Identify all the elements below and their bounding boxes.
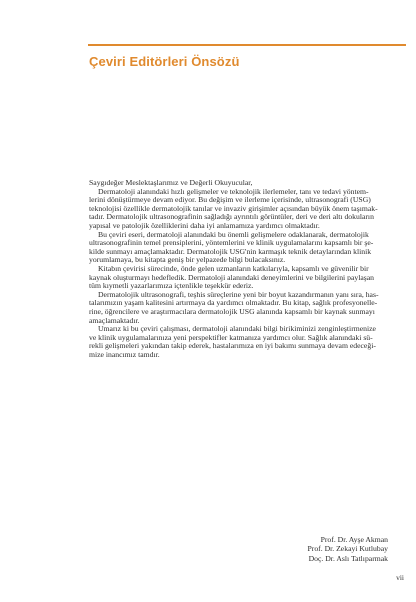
paragraph-line: ve klinik uygulamalarınıza yeni perspektifler katmanıza yardımcı olur. Sağlık alanındaki sü- — [89, 332, 373, 342]
paragraph-line: tadır. Dermatolojik ultrasonografinin sağladığı ayrıntılı görüntüler, deri ve deri altı dokuların — [89, 212, 374, 222]
paragraph-line: Umarız ki bu çeviri çalışması, dermatoloji alanındaki bilgi birikiminizi zenginleştirmenize — [98, 324, 376, 334]
paragraph-line: rine, öğrencilere ve araştırmacılara dermatolojik USG alanında kapsamlı bir kaynak sunmayı — [89, 306, 375, 316]
paragraph-line: talarımızın yaşam kalitesini artırmaya da yardımcı olmaktadır. Bu kitap, sağlık profesyonelle- — [89, 298, 378, 308]
paragraph-line: Bu çeviri eseri, dermatoloji alanındaki bu önemli gelişmelere odaklanarak, dermatolojik — [98, 229, 369, 239]
preface-body — [89, 179, 390, 359]
header-rule — [88, 44, 406, 46]
paragraph-line: kilde sunmayı amaçlamaktadır. Dermatolojik USG'nin karmaşık teknik detaylarından klinik — [89, 246, 372, 256]
paragraph-line: yapısal ve patolojik özelliklerini daha iyi anlamamıza yardımcı olmaktadır. — [89, 220, 320, 230]
paragraph-line: ultrasonografinin temel prensiplerini, yöntemlerini ve klinik uygulamalarını kapsamlı bir şe- — [89, 238, 374, 248]
paragraph-line: amaçlamaktadır. — [89, 315, 140, 325]
paragraph-line: Kitabın çevirisi sürecinde, önde gelen uzmanların katkılarıyla, kapsamlı ve güvenilir bir — [98, 263, 369, 273]
signature-name: Prof. Dr. Ayşe Akman — [320, 535, 388, 544]
paragraph-line: yorumlamaya, bu kitapta geniş bir yelpazede bilgi bulacaksınız. — [89, 255, 286, 265]
paragraph-line: Dermatoloji alanındaki hızlı gelişmeler ve teknolojik ilerlemeler, tanı ve tedavi yöntem- — [98, 186, 369, 196]
paragraph-line: Dermatolojik ultrasonografi, teşhis süreçlerine yeni bir boyut kazandırmanın yanı sıra, has- — [98, 289, 379, 299]
paragraph-line: tüm kıymetli yazarlarımıza içtenlikle teşekkür ederiz. — [89, 281, 254, 291]
paragraph-line: kaynak oluşturmayı hedefledik. Dermatoloji alanındaki deneyimlerini ve bilgilerini paylaşan — [89, 272, 374, 282]
signature-block — [308, 535, 389, 563]
paragraph-line: lerini dönüştürmeye devam ediyor. Bu değişim ve ilerleme içerisinde, ultrasonografi (USG) — [89, 195, 371, 205]
paragraph-line: teknolojisi özellikle dermatolojik tanılar ve invaziv girişimler açısından büyük önem taşımak- — [89, 203, 378, 213]
signature-name: Prof. Dr. Zekayi Kutlubay — [307, 544, 388, 554]
greeting-line: Saygıdeğer Meslektaşlarımız ve Değerli Okuyucular, — [89, 178, 253, 187]
signature-name: Doç. Dr. Aslı Tatlıparmak — [308, 553, 388, 563]
paragraph-line: mize inancımız tamdır. — [89, 349, 160, 359]
paragraph-line: rekli gelişmeleri yakından takip ederek, hastalarımıza en iyi bakımı sunmaya devam edeceği- — [89, 341, 376, 351]
page-title: Çeviri Editörleri Önsözü — [89, 54, 240, 69]
page-number: vii — [396, 573, 404, 582]
